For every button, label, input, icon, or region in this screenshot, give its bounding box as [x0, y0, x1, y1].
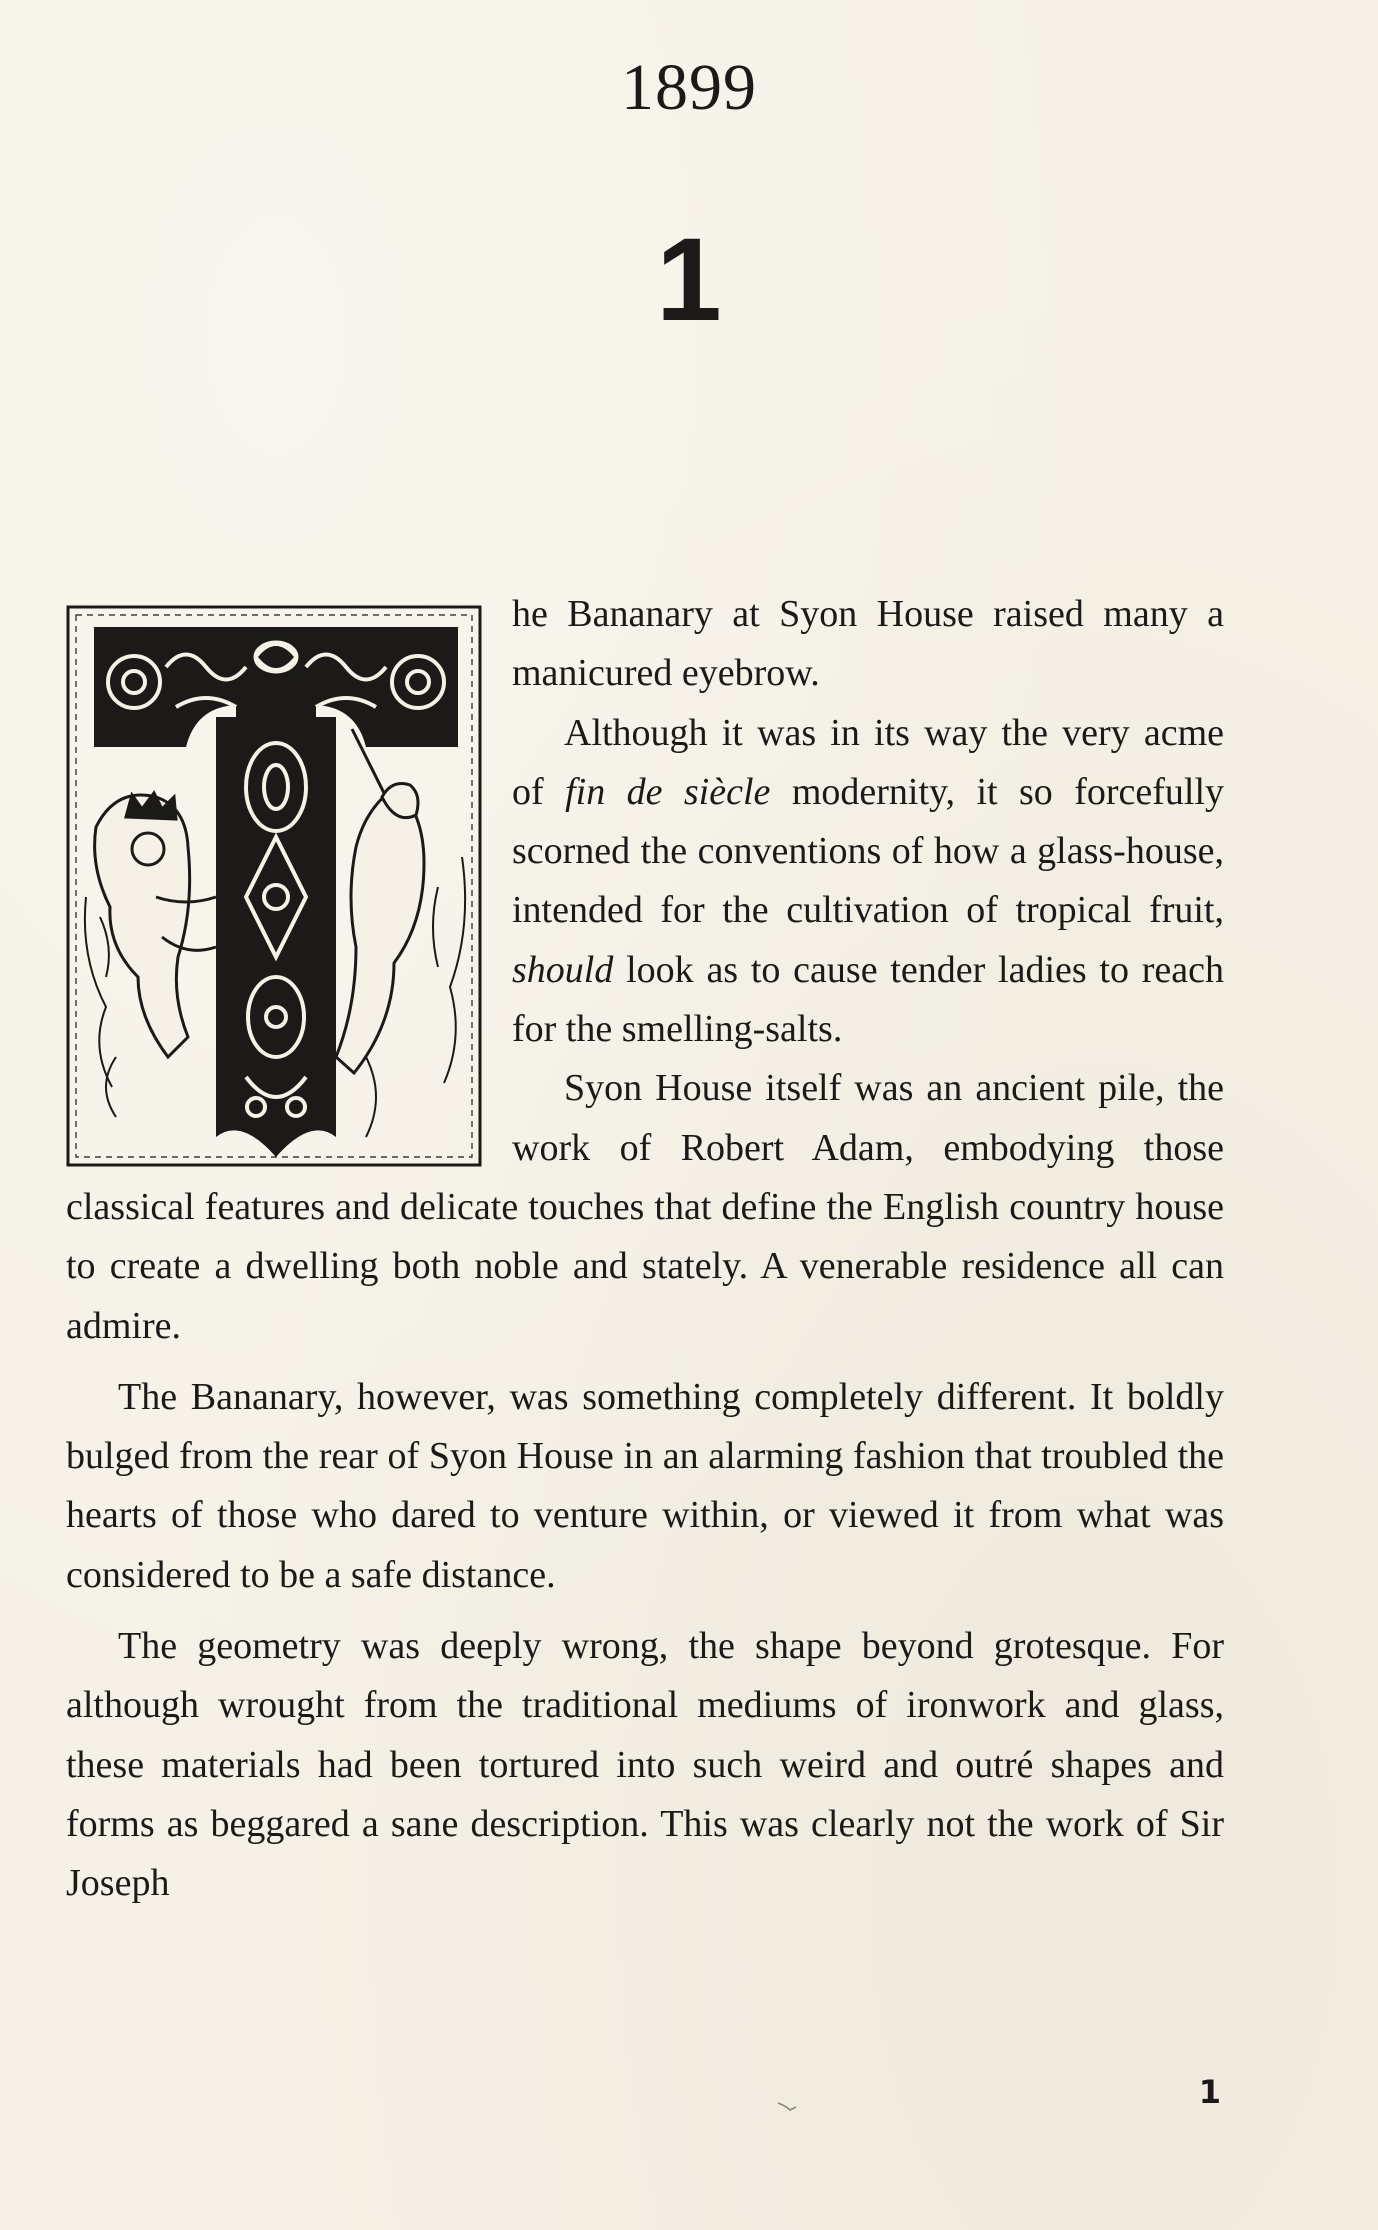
chapter-text — [66, 585, 1224, 1914]
paragraph-2: Although it was in its way the very acme of fin de siècle modernity, it so forcefully scorned the conventions of how a glass-house, intended for the cultivation of tropical fruit, should look as to cause tender ladies to reach for the smelling-salts. — [512, 711, 1225, 1051]
paragraph-1: he Bananary at Syon House raised many a manicured eyebrow. — [512, 593, 1224, 695]
paragraph-4: The Bananary, however, was something completely different. It boldly bulged from the rear of Syon House in an alarming fashion that troubled the hearts of those who dared to venture within, or viewed it from what was considered to be a safe distance. — [66, 1375, 1224, 1596]
page-number: 1 — [1198, 2073, 1221, 2111]
paragraph-3: Syon House itself was an ancient pile, the work of Robert Adam, embodying those classical features and delicate touches that define the English country house to create a dwelling both noble and stately. A venerable residence all can admire. — [66, 1067, 1224, 1347]
italic-phrase: fin de siècle — [565, 770, 771, 813]
chapter-number: 1 — [656, 214, 722, 346]
drop-cap-space — [66, 585, 512, 1177]
italic-phrase: should — [512, 948, 614, 991]
paragraph-5: The geometry was deeply wrong, the shape beyond grotesque. For although wrought from the traditional mediums of ironwork and glass, these materials had been tortured into such weird and outré shapes and forms as beggared a sane description. This was clearly not the work of Sir Joseph — [66, 1625, 1224, 1905]
chapter-year: 1899 — [621, 51, 757, 124]
paper-speck-mark — [776, 2100, 804, 2112]
